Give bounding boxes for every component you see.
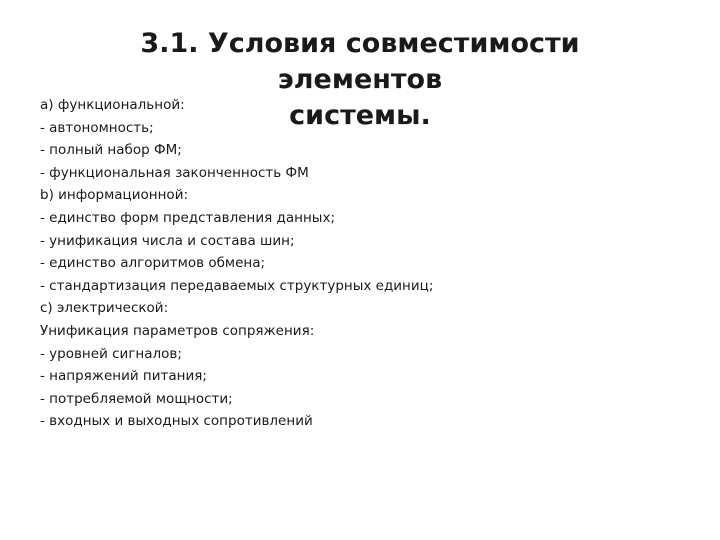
slide-body-list [40,94,700,433]
body-line-interface-params: Унификация параметров сопряжения: [40,322,315,339]
body-line-structural-units: - стандартизация передаваемых структурных единиц; [40,277,434,294]
body-line-supply-voltages: - напряжений питания; [40,368,207,385]
body-line-impedances: - входных и выходных сопротивлений [40,413,313,430]
slide-title-line-2: системы. [289,100,431,131]
body-line-section-a: a) функциональной: [40,97,185,113]
body-line-full-fm-set: - полный набор ФМ; [40,142,182,159]
slide-title-line-1: 3.1. Условия совместимости элементов [140,28,580,95]
body-line-section-b: b) информационной: [40,187,189,204]
body-line-signal-levels: - уровней сигналов; [40,345,182,362]
body-line-exchange-algorithms: - единство алгоритмов обмена; [40,255,266,272]
body-line-section-c: c) электрической: [40,300,169,317]
body-line-data-forms: - единство форм представления данных; [40,209,335,226]
body-line-autonomy: - автономность; [40,119,154,136]
body-line-power-consumption: - потребляемой мощности; [40,390,233,407]
body-line-bus-unification: - унификация числа и состава шин; [40,232,295,249]
body-line-fm-completeness: - функциональная законченность ФМ [40,164,309,181]
